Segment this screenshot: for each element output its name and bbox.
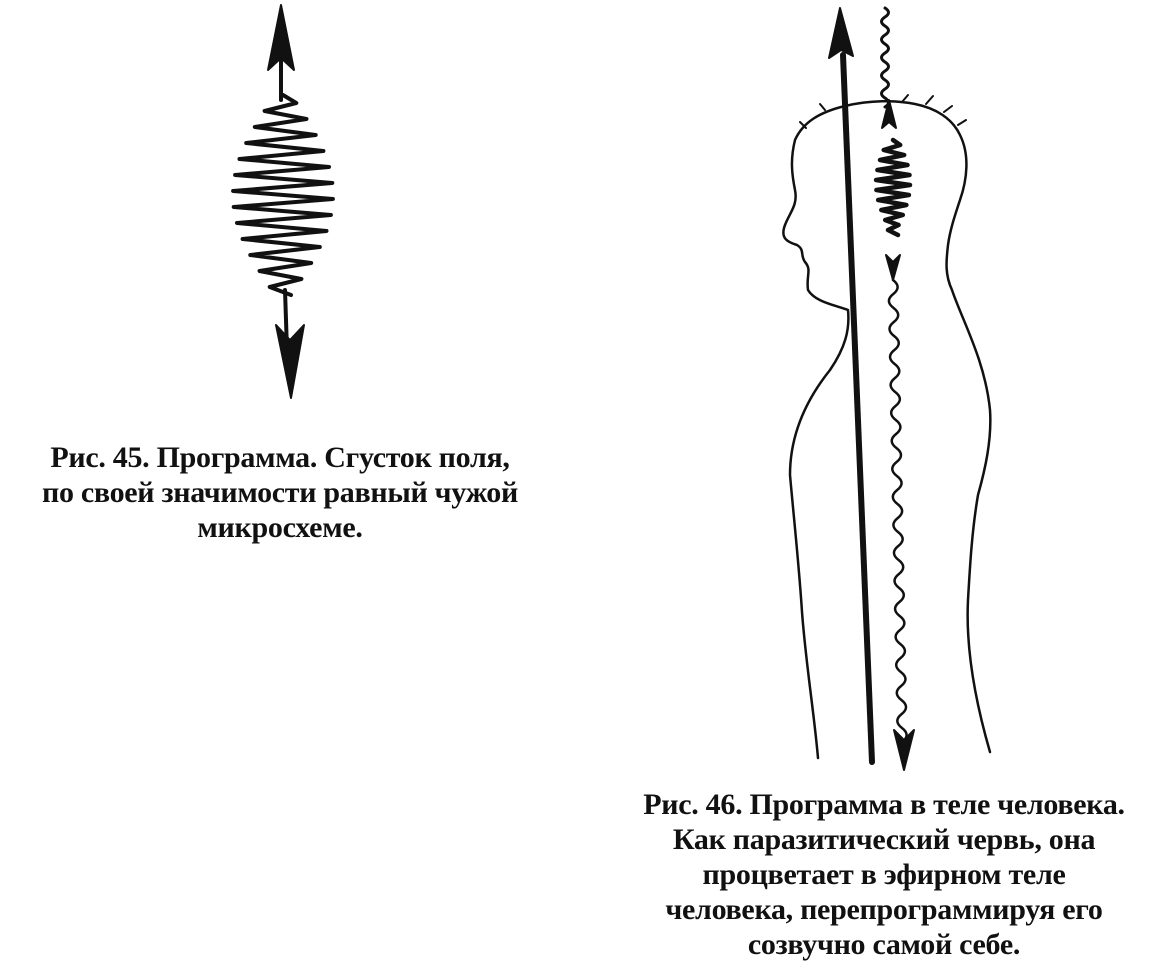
caption-line: созвучно самой себе.	[747, 928, 1021, 961]
caption-line: человека, перепрограммируя его	[665, 893, 1103, 926]
arrow-head-down	[276, 325, 304, 398]
caption-line: по своей значимости равный чужой	[41, 476, 518, 509]
worm-spine-wave	[889, 280, 907, 742]
worm-wave-top	[882, 8, 889, 107]
field-clot-figure	[233, 5, 333, 398]
caption-line: процветает в эфирном теле	[702, 858, 1066, 891]
worm-head-arrow	[882, 100, 896, 128]
mid-arrow-down	[886, 255, 900, 280]
caption-line: Как паразитический червь, она	[672, 823, 1096, 856]
worm-dense-coil	[876, 140, 910, 235]
caption-line: Рис. 46. Программа в теле человека.	[643, 788, 1125, 821]
worm-arrow-down	[894, 730, 914, 770]
caption-line: Рис. 45. Программа. Сгусток поля,	[50, 441, 510, 474]
figure-45-caption	[0, 440, 560, 545]
figure-46-caption	[602, 787, 1166, 962]
caption-line: микросхеме.	[197, 511, 363, 544]
vertical-arrow-line	[843, 55, 872, 762]
field-clot-zigzag	[233, 95, 333, 295]
vertical-arrow-head	[829, 8, 853, 58]
human-body-figure	[783, 8, 990, 770]
